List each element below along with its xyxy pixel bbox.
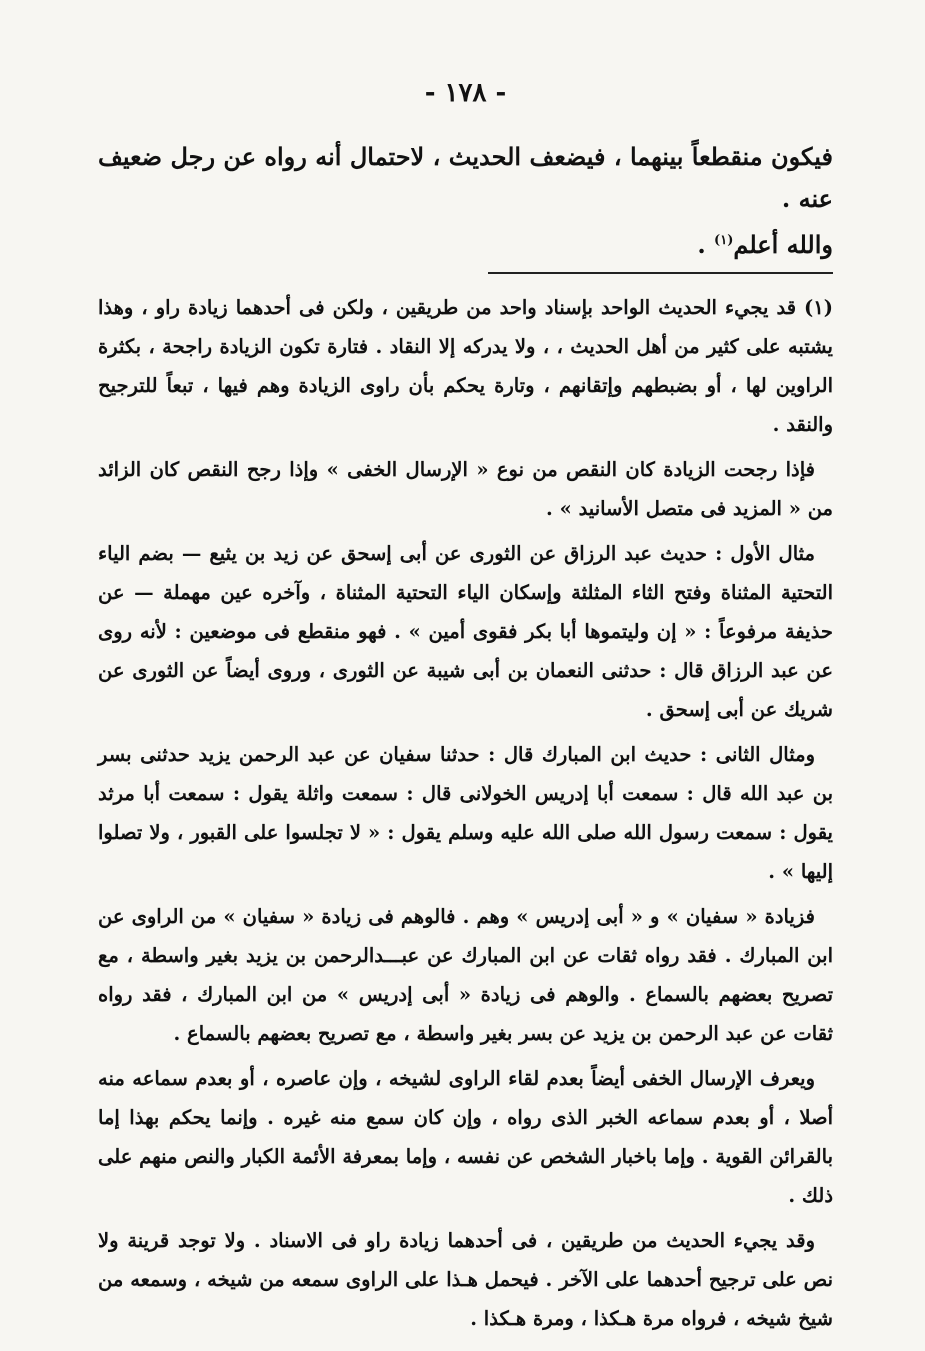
main-text-line-1: فيكون منقطعاً بينهما ، فيضعف الحديث ، لاحتمال أنه رواه عن رجل ضعيف عنه . (98, 142, 833, 213)
footnote-reference[interactable]: (١) (714, 233, 734, 248)
footnote-paragraph: وقد يجيء الحديث من طريقين ، فى أحدهما زيادة راو فى الاسناد . ولا توجد قرينة ولا نص على ترجيح أحدهما على الآخر . فيحمل هـذا على الراوى سمعه من شيخه ، وسمعه من شيخ شيخه ، فرواه مرة هـكذا ، ومرة هـكذا . (98, 1229, 833, 1330)
footnotes (98, 288, 833, 1338)
footnote-separator (488, 272, 833, 274)
main-text (98, 136, 833, 266)
page-number: - ١٧٨ - (424, 78, 507, 108)
footnote-paragraph: فزيادة « سفيان » و « أبى إدريس » وهم . فالوهم فى زيادة « سفيان » من الراوى عن ابن المبارك . فقد رواه ثقات عن ابن المبارك عن عبـــدالرحمن بن يزيد بغير واسطة ، مع تصريح بعضهم بالسماع . والوهم فى زيادة « أبى إدريس » من ابن المبارك ، فقد رواه ثقات عن عبد الرحمن بن يزيد عن بسر بغير واسطة ، مع تصريح بعضهم بالسماع . (98, 905, 833, 1045)
footnote-paragraph: مثال الأول : حديث عبد الرزاق عن الثورى عن أبى إسحق عن زيد بن يثيع — بضم الياء التحتية المثناة وفتح الثاء المثلثة وإسكان الياء التحتية المثناة ، وآخره عين مهملة — عن حذيفة مرفوعاً : « إن وليتموها أبا بكر فقوى أمين » . فهو منقطع فى موضعين : لأنه روى عن عبد الرزاق قال : حدثنى النعمان بن أبى شيبة عن الثورى ، وروى أيضاً عن الثورى عن شريك عن أبى إسحق . (98, 542, 833, 721)
footnote-paragraph: ومثال الثانى : حديث ابن المبارك قال : حدثنا سفيان عن عبد الرحمن يزيد حدثنى بسر بن عبد الله قال : سمعت أبا إدريس الخولانى قال : سمعت واثلة يقول : سمعت أبا مرثد يقول : سمعت رسول الله صلى الله عليه وسلم يقول : « لا تجلسوا على القبور ، ولا تصلوا إليها » . (98, 743, 833, 883)
footnote-paragraph: ويعرف الإرسال الخفى أيضاً بعدم لقاء الراوى لشيخه ، وإن عاصره ، أو بعدم سماعه منه أصلا ، أو بعدم سماعه الخبر الذى رواه ، وإن كان سمع منه غيره . وإنما يحكم بهذا إما بالقرائن القوية . وإما باخبار الشخص عن نفسه ، وإما بمعرفة الأئمة الكبار والنص منهم على ذلك . (98, 1067, 833, 1207)
main-text-closing: والله أعلم (733, 230, 833, 259)
main-text-end: . (697, 230, 715, 259)
footnote-paragraph: (١) قد يجيء الحديث الواحد بإسناد واحد من طريقين ، ولكن فى أحدهما زيادة راو ، وهذا يشتبه على كثير من أهل الحديث ، ، ولا يدركه إلا النقاد . فتارة تكون الزيادة راجحة ، بكثرة الراوين لها ، أو بضبطهم وإتقانهم ، وتارة يحكم بأن راوى الزيادة وهم فيها ، تبعاً للترجيح والنقد . (98, 296, 833, 436)
main-text-line-2 (98, 220, 833, 266)
footnote-paragraph: فإذا رجحت الزيادة كان النقص من نوع « الإرسال الخفى » وإذا رجح النقص كان الزائد من « المزيد فى متصل الأسانيد » . (98, 458, 833, 520)
